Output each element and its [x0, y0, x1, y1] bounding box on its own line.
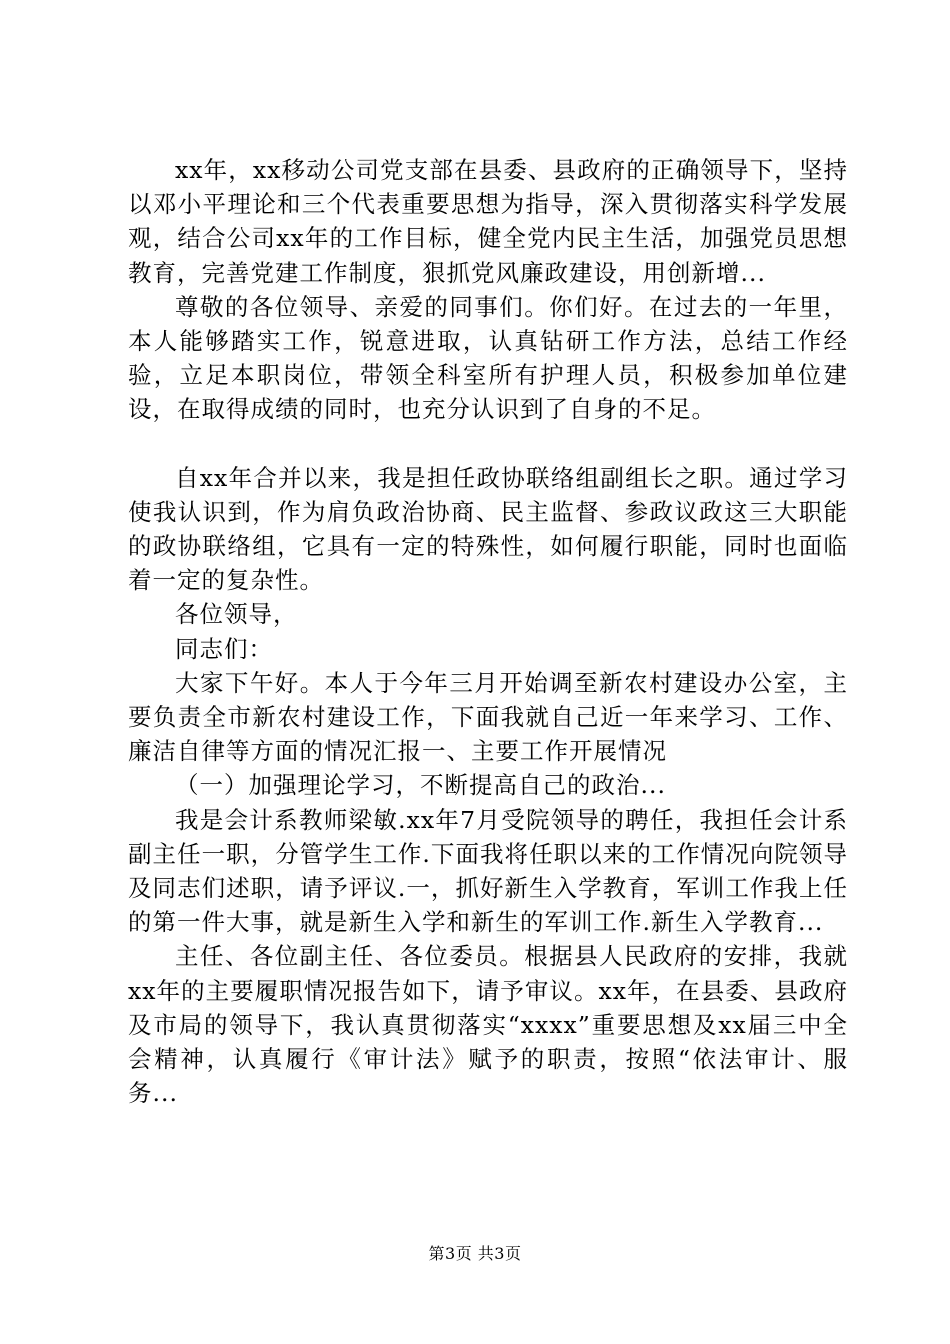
- page-footer: 第3页 共3页: [428, 1244, 522, 1263]
- paragraph-party-branch: xx年，xx移动公司党支部在县委、县政府的正确领导下，坚持以邓小平理论和三个代表重要思想为指导，深入贯彻落实科学发展观，结合公司xx年的工作目标，健全党内民主生活，加强党员思想教育，完善党建工作制度，狠抓党风廉政建设，用创新增...: [128, 156, 848, 287]
- paragraph-greeting-leaders: 各位领导，: [175, 600, 298, 629]
- paragraph-cppcc-liaison: 自xx年合并以来，我是担任政协联络组副组长之职。通过学习使我认识到，作为肩负政治协商、民主监督、参政议政这三大职能的政协联络组，它具有一定的特殊性，如何履行职能，同时也面临着一定的复杂性。: [128, 463, 848, 595]
- paragraph-greeting-comrades: 同志们：: [175, 634, 273, 663]
- document-body: [128, 153, 848, 1110]
- paragraph-audit-report: 主任、各位副主任、各位委员。根据县人民政府的安排，我就xx年的主要履职情况报告如下，请予审议。xx年，在县委、县政府及市局的领导下，我认真贯彻落实“xxxx”重要思想及xx届三中全会精神，认真履行《审计法》赋予的职责，按照“依法审计、服务...: [128, 942, 848, 1108]
- paragraph-nursing-report: 尊敬的各位领导、亲爱的同事们。你们好。在过去的一年里，本人能够踏实工作，锐意进取，认真钻研工作方法，总结工作经验，立足本职岗位，带领全科室所有护理人员，积极参加单位建设，在取得成绩的同时，也充分认识到了自身的不足。: [128, 292, 848, 424]
- paragraph-rural-construction: 大家下午好。本人于今年三月开始调至新农村建设办公室，主要负责全市新农村建设工作，下面我就自己近一年来学习、工作、廉洁自律等方面的情况汇报一、主要工作开展情况: [128, 668, 848, 766]
- paragraph-theory-study: （一）加强理论学习，不断提高自己的政治...: [175, 771, 666, 800]
- paragraph-accounting-dept: 我是会计系教师梁敏.xx年7月受院领导的聘任，我担任会计系副主任一职，分管学生工作.下面我将任职以来的工作情况向院领导及同志们述职，请予评议.一，抓好新生入学教育，军训工作我上任的第一件大事，就是新生入学和新生的军训工作.新生入学教育...: [128, 805, 848, 937]
